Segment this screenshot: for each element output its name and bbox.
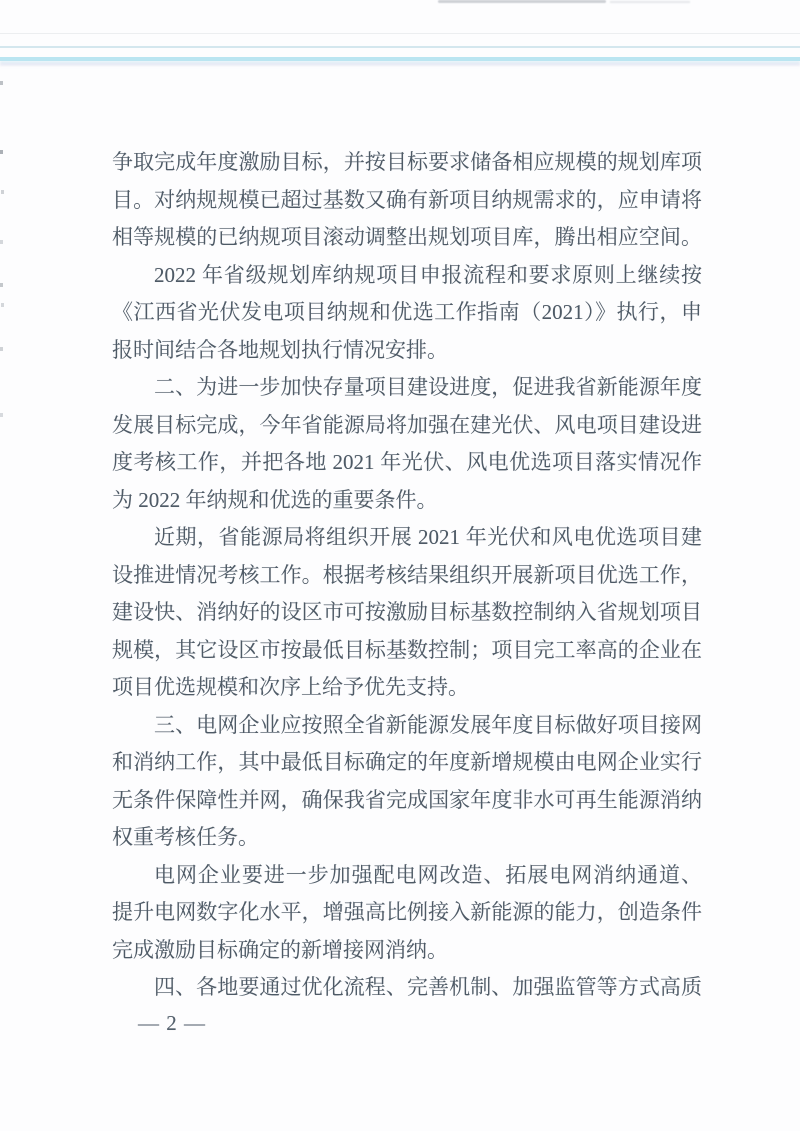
text-line: 建设快、消纳好的设区市可按激励目标基数控制纳入省规划项目 — [112, 600, 702, 624]
text-line: 电网企业要进一步加强配电网改造、拓展电网消纳通道、 — [154, 862, 702, 887]
text-line: 相等规模的已纳规项目滚动调整出规划项目库，腾出相应空间。 — [112, 225, 702, 249]
text-line: 度考核工作，并把各地 2021 年光伏、风电优选项目落实情况作 — [112, 450, 702, 474]
text-line: 完成激励目标确定的新增接网消纳。 — [112, 937, 448, 962]
text-line: 提升电网数字化水平，增强高比例接入新能源的能力，创造条件 — [112, 900, 702, 924]
text-line: 报时间结合各地规划执行情况安排。 — [112, 337, 448, 362]
text-line: 三、电网企业应按照全省新能源发展年度目标做好项目接网 — [154, 712, 702, 737]
text-line: 规模，其它设区市按最低目标基数控制；项目完工率高的企业在 — [112, 637, 702, 662]
text-line: 二、为进一步加快存量项目建设进度，促进我省新能源年度 — [154, 375, 702, 399]
text-line: 目。对纳规规模已超过基数又确有新项目纳规需求的，应申请将 — [112, 187, 702, 212]
text-line: 无条件保障性并网，确保我省完成国家年度非水可再生能源消纳 — [112, 787, 702, 812]
scan-artifact-cyan-line-1 — [0, 46, 800, 48]
text-line: 和消纳工作，其中最低目标确定的年度新增规模由电网企业实行 — [112, 750, 702, 774]
scan-artifact-top-streak-2 — [610, 1, 690, 3]
scan-artifact-gray-line — [0, 33, 800, 34]
scan-artifact-edge-specks — [0, 81, 3, 85]
scan-artifact-cyan-line-2 — [0, 57, 800, 61]
text-line: 权重考核任务。 — [112, 825, 259, 849]
text-line: 项目优选规模和次序上给予优先支持。 — [112, 675, 469, 699]
text-line: 设推进情况考核工作。根据考核结果组织开展新项目优选工作， — [112, 562, 702, 587]
text-line: 为 2022 年纳规和优选的重要条件。 — [112, 487, 438, 512]
text-line: 四、各地要通过优化流程、完善机制、加强监管等方式高质 — [154, 975, 702, 999]
page-number: — 2 — — [138, 1011, 206, 1035]
text-line: 2022 年省级规划库纳规项目申报流程和要求原则上继续按 — [154, 262, 702, 287]
text-line: 《江西省光伏发电项目纳规和优选工作指南（2021）》执行，申 — [112, 300, 702, 324]
document-body — [112, 144, 702, 1007]
text-line: 发展目标完成，今年省能源局将加强在建光伏、风电项目建设进 — [112, 412, 702, 437]
text-line: 争取完成年度激励目标，并按目标要求储备相应规模的规划库项 — [112, 150, 702, 174]
text-line: 近期，省能源局将组织开展 2021 年光伏和风电优选项目建 — [154, 525, 702, 549]
scan-artifact-top-streak — [438, 0, 606, 3]
